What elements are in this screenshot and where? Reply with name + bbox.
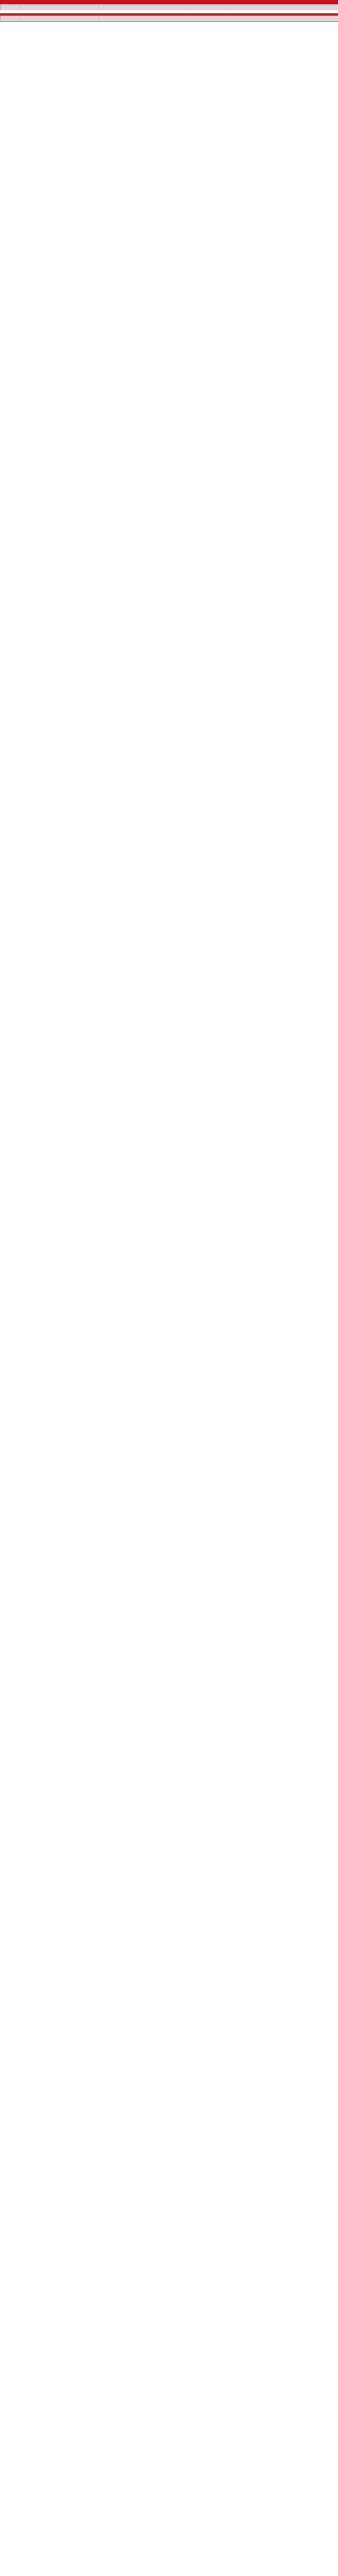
column-header-name [98,16,191,22]
results-table-secondary [0,15,338,22]
column-header-citizenship [227,16,338,22]
column-header-citizenship [227,5,338,10]
column-header-gender [191,16,227,22]
column-header-serial [1,16,21,22]
results-table-primary [0,4,338,10]
table-header-row [1,5,338,10]
column-header-serial [1,5,21,10]
table-header-row [1,16,338,22]
column-header-gender [191,5,227,10]
header-banner [0,0,338,4]
column-header-roll [21,5,98,10]
column-header-roll [21,16,98,22]
column-header-name [98,5,191,10]
